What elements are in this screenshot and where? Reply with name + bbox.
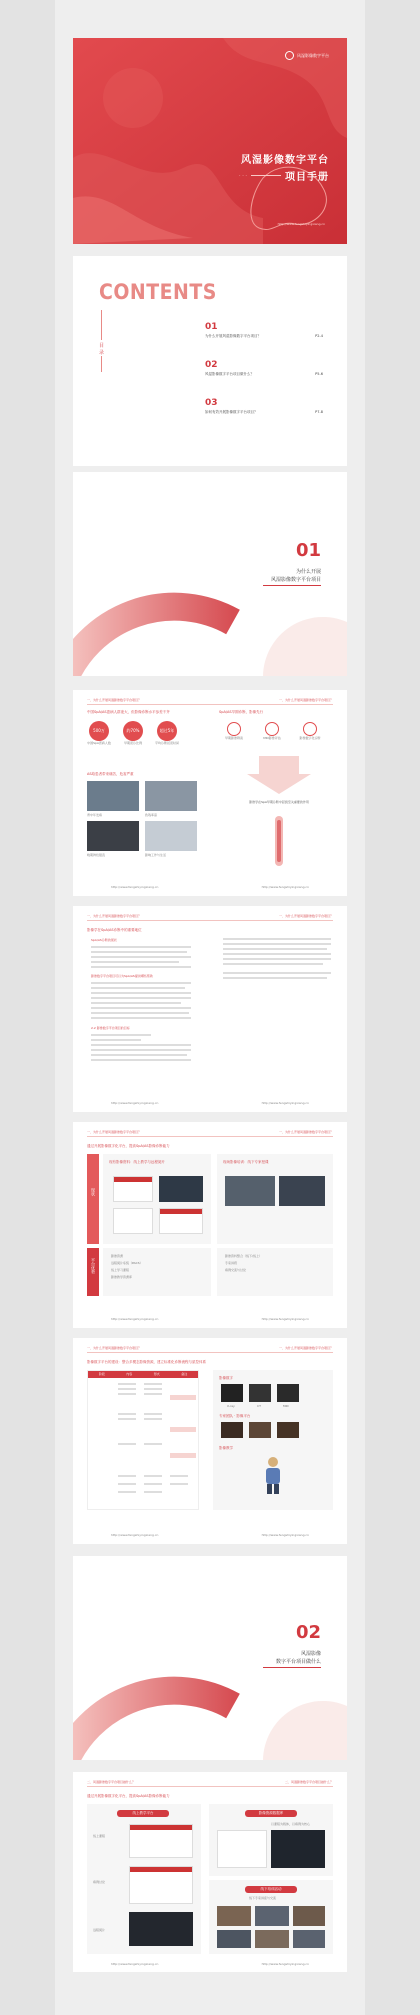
header-right: 一、为什么开展风湿影像数字平台项目？ <box>278 1346 333 1350</box>
panel-title-pill <box>245 1886 297 1893</box>
section-heading: 通过开展影像数字化平台，提高SpA/AS影像诊断能力 <box>87 1794 170 1798</box>
text-line <box>91 1054 187 1056</box>
table-cell <box>118 1393 136 1395</box>
photo <box>255 1906 289 1926</box>
text-line <box>91 1012 189 1014</box>
header-left: 一、为什么开展风湿影像数字平台项目？ <box>87 1130 142 1134</box>
spread-page-9 <box>73 1772 347 1972</box>
text-line <box>91 956 191 958</box>
screenshot-thumb <box>217 1830 267 1868</box>
text-line <box>91 1044 191 1046</box>
table-cell <box>144 1443 162 1445</box>
cover-page <box>73 38 347 244</box>
table-header <box>88 1371 198 1378</box>
footer-left: http://www.fengshiyingxiang.cn <box>111 885 159 889</box>
panel-right-bottom <box>209 1880 333 1954</box>
spread-page-4 <box>73 690 347 896</box>
plan-table <box>87 1370 199 1510</box>
header-right: 一、为什么开展风湿影像数字平台项目？ <box>278 914 333 918</box>
toc-text: 如何有效开展影像数字平台项目？ <box>205 410 258 414</box>
table-cell <box>144 1491 162 1493</box>
footer-left: http://www.fengshiyingxiang.cn <box>111 1101 159 1105</box>
section-title-line1: 为什么开展 <box>295 569 321 575</box>
contents-side-label: 目录 <box>99 343 105 356</box>
icon-label: 早期影像筛查 <box>224 736 243 740</box>
row-label: 病例讨论 <box>93 1880 106 1884</box>
section-number: 02 <box>295 1622 321 1643</box>
photo-caption: 青中年发病 <box>87 813 103 817</box>
section-01-page <box>73 472 347 676</box>
image-caption: MRI <box>283 1404 289 1408</box>
footer-left: http://www.fengshiyingxiang.cn <box>111 1317 159 1321</box>
text-line <box>91 992 191 994</box>
toc-item[interactable] <box>205 322 323 339</box>
table-cell <box>144 1475 162 1477</box>
photo <box>221 1422 243 1438</box>
photo <box>145 781 197 811</box>
section-title-line1: 风湿影像 <box>300 1651 321 1657</box>
bullet-item: 影像教学资源库 <box>111 1275 133 1279</box>
text-line <box>223 977 327 979</box>
toc-num: 01 <box>205 322 218 332</box>
header-line <box>87 1136 333 1137</box>
photo <box>87 781 139 811</box>
text-line <box>91 1017 191 1019</box>
photo <box>255 1930 289 1948</box>
text-line <box>223 943 331 945</box>
person-illustration <box>253 1454 293 1494</box>
column-header: 阶段 <box>98 1372 105 1376</box>
footer-right: http://www.fengshiyingxiang.cn <box>261 885 309 889</box>
footer-right: http://www.fengshiyingxiang.cn <box>261 1317 309 1321</box>
screenshot-thumb <box>113 1208 153 1234</box>
bullets-right <box>217 1248 333 1296</box>
footer-left: http://www.fengshiyingxiang.cn <box>111 1533 159 1537</box>
row-label: 远程阅片 <box>93 1928 106 1932</box>
contents-title: CONTENTS <box>99 280 217 304</box>
text-line <box>91 997 191 999</box>
header-line <box>87 704 333 705</box>
table-row-highlight <box>170 1395 196 1400</box>
text-line <box>223 938 331 940</box>
text-line <box>223 953 331 955</box>
section-title-line2: 风湿影像数字平台项目 <box>270 577 321 583</box>
label-bar-top <box>87 1154 99 1244</box>
stat-value: 超过5年 <box>157 721 177 741</box>
toc-item[interactable] <box>205 360 323 377</box>
photo <box>217 1930 251 1948</box>
text-line <box>223 972 331 974</box>
text-line <box>91 1039 141 1041</box>
cover-url: http://www.fengshiyingxiang.cn <box>277 222 325 226</box>
table-cell <box>170 1475 188 1477</box>
text-line <box>91 1034 151 1036</box>
screenshot-thumb <box>113 1176 153 1202</box>
panel-title: 专家团队 · 影像平台 <box>219 1414 251 1418</box>
header-left: 一、为什么开展风湿影像数字平台项目？ <box>87 1346 142 1350</box>
label-top: 现状 <box>91 1188 96 1196</box>
text-line <box>91 982 191 984</box>
text-line <box>91 961 179 963</box>
photo-caption: 影响工作与生活 <box>145 853 167 857</box>
panel-title-pill <box>245 1810 297 1817</box>
footer-right: http://www.fengshiyingxiang.cn <box>261 1101 309 1105</box>
photo <box>293 1930 325 1948</box>
sub-heading: SpA/AS诊断的现状 <box>91 938 117 942</box>
card-title: 现有影像资料：线上教学与远程阅片 <box>109 1160 165 1164</box>
table-cell <box>118 1383 136 1385</box>
arrow-down-icon <box>239 756 319 796</box>
text-line <box>91 1059 191 1061</box>
stat-caption: 平均诊断延误时间 <box>155 741 180 745</box>
cover-dots: · · · <box>239 172 247 179</box>
text-line <box>223 948 327 950</box>
logo-icon <box>285 51 294 60</box>
image-caption: CT <box>257 1404 261 1408</box>
section-number: 01 <box>295 540 321 561</box>
table-cell <box>144 1418 162 1420</box>
screenshot-thumb <box>129 1912 193 1946</box>
cover-decoration <box>73 38 347 244</box>
table-cell <box>118 1413 136 1415</box>
section-underline <box>263 1667 321 1668</box>
ct-image <box>249 1384 271 1402</box>
cover-title: 风湿影像数字平台 <box>241 155 329 166</box>
text-line <box>91 946 191 948</box>
screenshot-thumb <box>271 1830 325 1868</box>
label-bar-bottom <box>87 1248 99 1296</box>
table-row-highlight <box>170 1427 196 1432</box>
column-header: 内容 <box>126 1372 133 1376</box>
toc-item[interactable] <box>205 398 323 415</box>
stat-caption: 中国SpA患病人数 <box>87 741 111 745</box>
photo <box>277 1422 299 1438</box>
table-cell <box>144 1393 162 1395</box>
text-line <box>91 1007 191 1009</box>
table-cell <box>118 1491 136 1493</box>
toc-text: 风湿影像数字平台项目做什么？ <box>205 372 254 376</box>
section-heading: 通过开展影像数字化平台，提高SpA/AS影像诊断能力 <box>87 1144 170 1148</box>
panel-left <box>87 1804 201 1954</box>
imaging-panel <box>213 1370 333 1510</box>
table-cell <box>118 1388 136 1390</box>
header-line <box>87 1352 333 1353</box>
text-line <box>223 958 331 960</box>
contents-page <box>73 256 347 466</box>
left-heading: 中国SpA/AS患病人群庞大，但影像诊断水平参差不齐 <box>87 710 170 714</box>
header-left: 一、为什么开展风湿影像数字平台项目？ <box>87 914 142 918</box>
section-02-page <box>73 1556 347 1760</box>
contents-vline-bottom <box>101 356 102 372</box>
bullet-item: 线上学习课程 <box>111 1268 130 1272</box>
header-left: 一、为什么开展风湿影像数字平台项目？ <box>87 698 142 702</box>
cover-org-name: 风湿影像数字平台 <box>297 52 329 58</box>
report-icon <box>303 722 317 736</box>
card-right <box>217 1154 333 1244</box>
stat-value: 500万 <box>89 721 109 741</box>
panel-right-top <box>209 1804 333 1876</box>
panel-title: 线下培训活动 <box>260 1887 282 1891</box>
text-line <box>91 1002 181 1004</box>
header-line <box>87 920 333 921</box>
icon-label: 影像数字化诊断 <box>299 736 321 740</box>
toc-num: 03 <box>205 398 218 408</box>
table-cell <box>170 1483 188 1485</box>
panel-title: 影像数字 <box>219 1376 233 1380</box>
header-right: 一、为什么开展风湿影像数字平台项目？ <box>278 1130 333 1134</box>
contents-vline <box>101 310 102 340</box>
panel-caption: 线下专家讲座与交流 <box>249 1896 277 1900</box>
header-right: 一、为什么开展风湿影像数字平台项目？ <box>278 698 333 702</box>
row-label: 线上课程 <box>93 1834 106 1838</box>
xray-image <box>221 1384 243 1402</box>
table-cell <box>144 1383 162 1385</box>
section-heading: 影像学在SpA/AS诊断中的重要地位 <box>87 928 142 932</box>
card-title: 现场影像培训：线下专家授课 <box>223 1160 269 1164</box>
table-cell <box>118 1475 136 1477</box>
screenshot-thumb <box>129 1824 193 1858</box>
toc-num: 02 <box>205 360 218 370</box>
table-cell <box>144 1388 162 1390</box>
screenshot-thumb <box>129 1866 193 1904</box>
text-line <box>91 987 185 989</box>
spread-page-7 <box>73 1338 347 1544</box>
spine-illustration <box>269 816 289 866</box>
photo <box>87 821 139 851</box>
photo-heading: AS给患者带来痛苦，危害严重 <box>87 772 134 776</box>
bullet-item: 病例交流与讨论 <box>225 1268 247 1272</box>
toc-page: P7-8 <box>315 410 323 414</box>
header-line <box>87 1786 333 1787</box>
footer-right: http://www.fengshiyingxiang.cn <box>261 1962 309 1966</box>
sub-heading: 2.2 影像数字平台项目的目标 <box>91 1026 130 1030</box>
cover-subtitle: 项目手册 <box>285 172 329 183</box>
photo-caption: 致残率高 <box>145 813 158 817</box>
toc-page: P2-4 <box>315 334 323 338</box>
photo <box>217 1906 251 1926</box>
right-heading: SpA/AS早期诊断，影像先行 <box>219 710 264 714</box>
bullet-item: 影像资源 <box>111 1254 124 1258</box>
table-cell <box>118 1443 136 1445</box>
stat-circle <box>155 721 179 745</box>
panel-title: 线上教学平台 <box>132 1811 154 1815</box>
photo-caption: 晚期脊柱强直 <box>87 853 106 857</box>
panel-caption: 以课程为载体，以病例为核心 <box>271 1822 311 1826</box>
text-line <box>91 966 191 968</box>
table-cell <box>144 1483 162 1485</box>
section-title-line2: 数字平台项目做什么 <box>275 1659 321 1665</box>
magnifier-icon <box>227 722 241 736</box>
footer-right: http://www.fengshiyingxiang.cn <box>261 1533 309 1537</box>
panel-title: 影像资源数据库 <box>258 1811 284 1815</box>
photo <box>293 1906 325 1926</box>
header-left: 二、风湿影像数字平台项目做什么？ <box>87 1780 136 1784</box>
text-line <box>91 951 187 953</box>
spread-page-6 <box>73 1122 347 1328</box>
screenshot-thumb <box>159 1208 203 1234</box>
panel-title: 影像教学 <box>219 1446 233 1450</box>
text-line <box>223 963 323 965</box>
table-cell <box>118 1418 136 1420</box>
column-header: 形式 <box>153 1372 160 1376</box>
screenshot-thumb <box>159 1176 203 1202</box>
card-left <box>103 1154 211 1244</box>
spread-page-5 <box>73 906 347 1112</box>
photo <box>279 1176 325 1206</box>
stat-value: 约70% <box>123 721 143 741</box>
bullets-left <box>103 1248 211 1296</box>
scan-icon <box>265 722 279 736</box>
column-header: 备注 <box>181 1372 188 1376</box>
photo <box>225 1176 275 1206</box>
icon-label: MRI影像评估 <box>263 736 281 740</box>
mri-image <box>277 1384 299 1402</box>
stat-circle <box>121 721 145 745</box>
photo <box>249 1422 271 1438</box>
toc-page: P5-6 <box>315 372 323 376</box>
sub-heading: 影像数字平台项目可以为SpA/AS提供哪些帮助 <box>91 974 153 978</box>
bullet-item: 远程阅片系统（PACS） <box>111 1261 143 1265</box>
text-line <box>91 1049 191 1051</box>
section-underline <box>263 585 321 586</box>
table-cell <box>144 1413 162 1415</box>
bullet-item: 专家讲授 <box>225 1261 238 1265</box>
toc-text: 为什么开展风湿影像数字平台项目？ <box>205 334 261 338</box>
panel-title-pill <box>117 1810 169 1817</box>
callout-text: 影像学在SpA早期诊断中起到至关重要的作用 <box>249 800 309 804</box>
stat-caption: 早期误诊比例 <box>123 741 142 745</box>
image-caption: X-ray <box>227 1404 235 1408</box>
bullet-item: 影像资料整合（线下/线上） <box>225 1254 263 1258</box>
header-right: 二、风湿影像数字平台项目做什么？ <box>284 1780 333 1784</box>
table-row-highlight <box>170 1453 196 1458</box>
cover-divider <box>251 175 281 176</box>
label-bottom: 平台优势 <box>91 1258 96 1274</box>
stat-circle <box>87 721 111 745</box>
section-heading: 影像数字平台的建设：整合多模态影像资源，建立标准化诊断流程与质控体系 <box>87 1360 206 1364</box>
table-cell <box>118 1483 136 1485</box>
footer-left: http://www.fengshiyingxiang.cn <box>111 1962 159 1966</box>
photo <box>145 821 197 851</box>
